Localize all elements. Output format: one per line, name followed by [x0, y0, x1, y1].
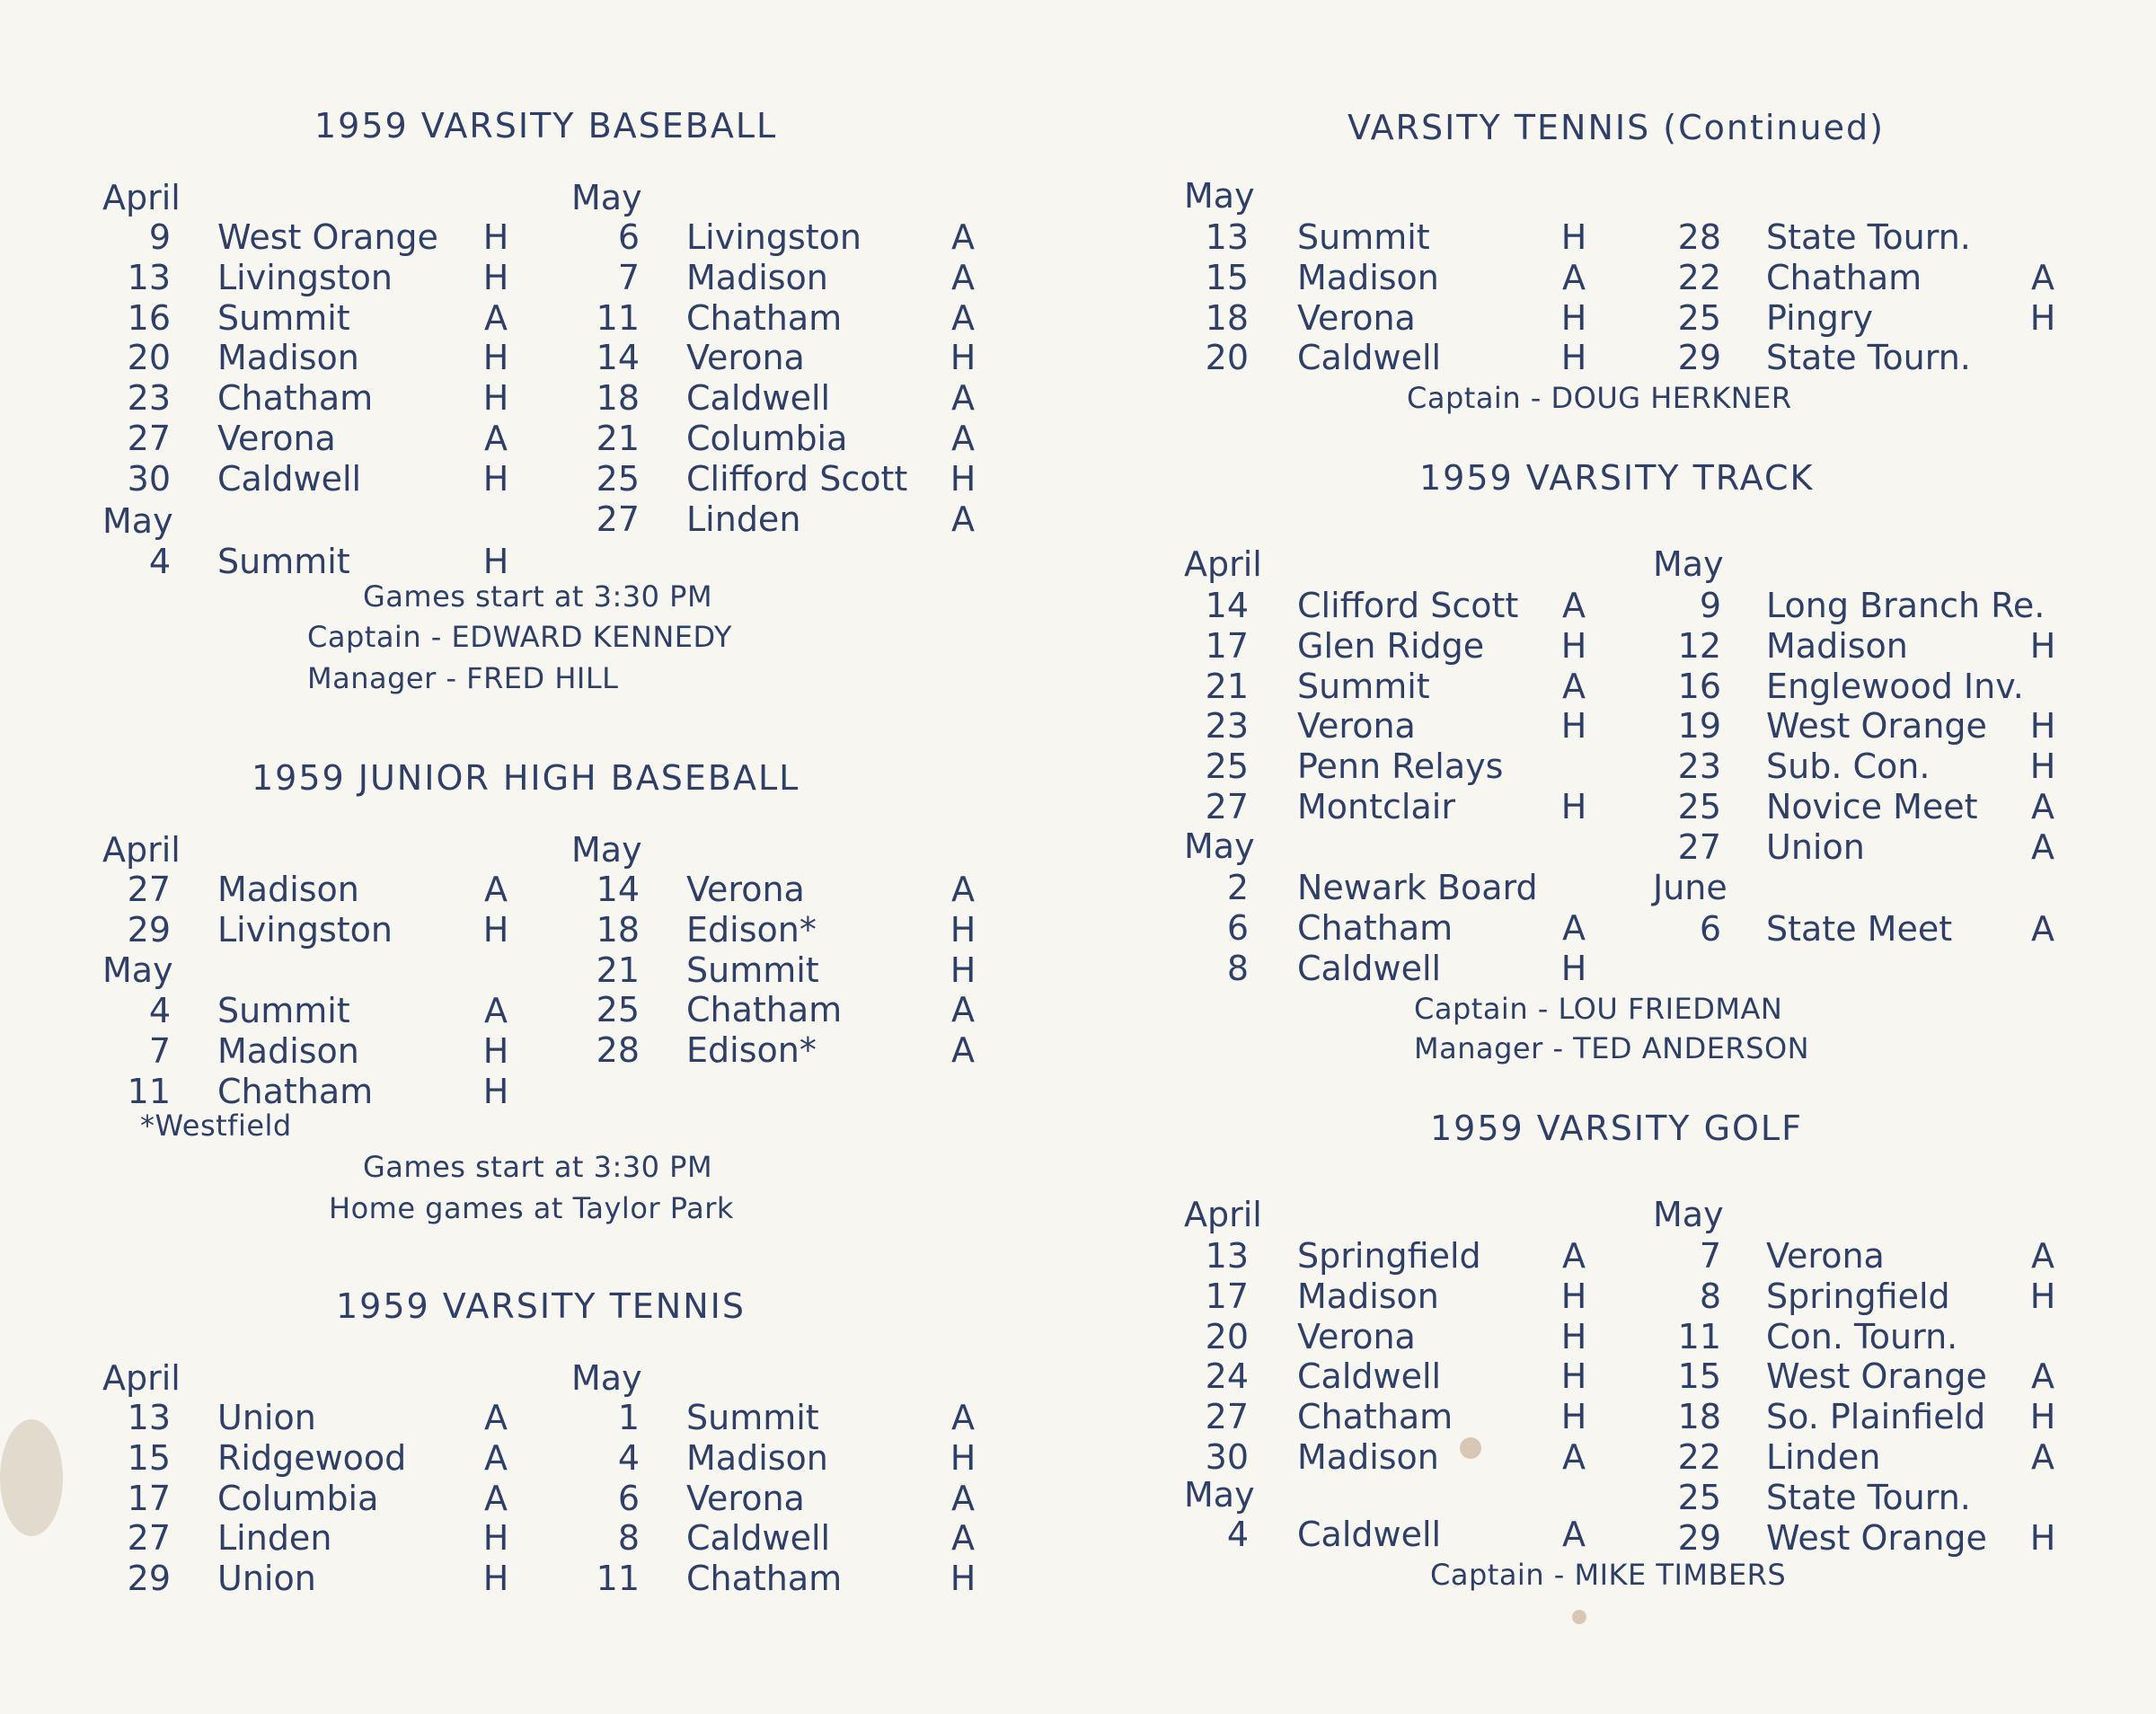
game-date: 23: [1205, 706, 1249, 747]
game-date: 27: [127, 870, 171, 909]
opponent: Union: [217, 1559, 316, 1599]
home-away: A: [2031, 1437, 2054, 1477]
opponent: Madison: [686, 1437, 828, 1478]
opponent: Linden: [686, 499, 801, 539]
opponent: Englewood Inv.: [1766, 666, 2024, 706]
home-away: A: [1562, 1515, 1586, 1554]
opponent: Newark Board: [1297, 868, 1538, 907]
game-date: 17: [127, 1478, 171, 1518]
home-away: H: [950, 458, 976, 499]
opponent: Union: [217, 1398, 316, 1437]
opponent: Edison*: [686, 1030, 817, 1071]
home-away: H: [1560, 338, 1587, 378]
opponent: Summit: [686, 950, 819, 990]
opponent: Caldwell: [1297, 1356, 1442, 1397]
opponent: West Orange: [217, 217, 438, 257]
game-date: 7: [1699, 1236, 1721, 1276]
home-away: H: [1560, 1276, 1587, 1316]
month-label: May: [102, 501, 173, 541]
game-date: 6: [617, 1478, 640, 1518]
game-date: 6: [1699, 909, 1721, 949]
opponent: Madison: [1766, 625, 1908, 666]
game-date: 29: [127, 1559, 171, 1599]
game-date: 25: [1205, 747, 1249, 787]
game-date: 21: [1205, 666, 1249, 706]
opponent: Chatham: [1766, 257, 1922, 297]
opponent: Summit: [1297, 666, 1430, 706]
game-date: 25: [1677, 1477, 1721, 1517]
home-away: H: [482, 1559, 509, 1599]
game-date: 14: [1205, 586, 1249, 625]
home-away: H: [1560, 1316, 1587, 1356]
home-away: H: [2029, 625, 2056, 666]
game-date: 9: [1699, 586, 1721, 625]
month-label: May: [1653, 1195, 1724, 1234]
game-date: 23: [1677, 747, 1721, 787]
opponent: Livingston: [217, 909, 393, 950]
game-date: 11: [127, 1071, 171, 1111]
month-label: April: [102, 1358, 181, 1398]
game-date: 28: [596, 1030, 640, 1071]
opponent: Summit: [217, 297, 350, 338]
month-label: May: [571, 1358, 642, 1398]
game-date: 15: [1677, 1356, 1721, 1397]
game-date: 27: [1205, 1397, 1249, 1437]
schedule-note: Home games at Taylor Park: [329, 1191, 734, 1225]
home-away: H: [950, 950, 976, 990]
captain-line: Captain - EDWARD KENNEDY: [307, 620, 732, 654]
opponent: Springfield: [1766, 1276, 1950, 1316]
opponent: Clifford Scott: [686, 458, 908, 499]
opponent: West Orange: [1766, 706, 1987, 747]
month-label: May: [571, 830, 642, 870]
home-away: H: [1560, 948, 1587, 988]
game-date: 27: [127, 1518, 171, 1559]
opponent: Columbia: [686, 419, 848, 458]
game-date: 29: [1677, 1517, 1721, 1558]
home-away: A: [2031, 257, 2054, 297]
month-label: May: [1184, 176, 1255, 216]
opponent: Caldwell: [1297, 1515, 1442, 1554]
opponent: Madison: [1297, 257, 1439, 297]
month-label: May: [1184, 1475, 1255, 1515]
home-away: A: [484, 1478, 508, 1518]
opponent: Verona: [217, 419, 336, 458]
game-date: 13: [127, 1398, 171, 1437]
game-date: 18: [1205, 297, 1249, 338]
opponent: State Meet: [1766, 909, 1953, 949]
opponent: Chatham: [1297, 1397, 1454, 1437]
opponent: Verona: [1297, 1316, 1416, 1356]
opponent: Clifford Scott: [1297, 586, 1519, 625]
schedule-note: Games start at 3:30 PM: [363, 1150, 713, 1184]
month-label: April: [102, 178, 181, 217]
home-away: A: [484, 1437, 508, 1478]
opponent: Columbia: [217, 1478, 379, 1518]
home-away: A: [1562, 257, 1586, 297]
game-date: 25: [596, 990, 640, 1030]
home-away: A: [1562, 1236, 1586, 1276]
home-away: A: [951, 297, 975, 338]
home-away: A: [484, 870, 508, 909]
game-date: 24: [1205, 1356, 1249, 1397]
opponent: Summit: [217, 991, 350, 1030]
opponent: Caldwell: [1297, 948, 1442, 988]
home-away: A: [951, 499, 975, 539]
home-away: H: [1560, 787, 1587, 826]
month-label: May: [1653, 544, 1724, 584]
opponent: Verona: [1766, 1236, 1885, 1276]
stain: [0, 1419, 63, 1536]
opponent: Verona: [686, 870, 805, 909]
home-away: H: [1560, 1397, 1587, 1437]
opponent: Chatham: [686, 297, 843, 338]
home-away: H: [1560, 706, 1587, 747]
game-date: 6: [1226, 907, 1249, 948]
game-date: 8: [1699, 1276, 1721, 1316]
game-date: 11: [596, 297, 640, 338]
opponent: Pingry: [1766, 297, 1873, 338]
game-date: 12: [1677, 625, 1721, 666]
home-away: H: [2029, 1397, 2056, 1437]
game-date: 29: [1677, 338, 1721, 378]
game-date: 19: [1677, 706, 1721, 747]
game-date: 7: [617, 257, 640, 297]
game-date: 22: [1677, 1437, 1721, 1477]
opponent: Sub. Con.: [1766, 747, 1931, 787]
game-date: 27: [1205, 787, 1249, 826]
opponent: Springfield: [1297, 1236, 1481, 1276]
home-away: A: [951, 419, 975, 458]
game-date: 6: [617, 217, 640, 257]
game-date: 28: [1677, 217, 1721, 257]
home-away: A: [2031, 909, 2054, 949]
captain-line: Captain - MIKE TIMBERS: [1430, 1558, 1787, 1592]
game-date: 4: [148, 991, 171, 1030]
game-date: 17: [1205, 1276, 1249, 1316]
manager-line: Manager - TED ANDERSON: [1414, 1031, 1810, 1065]
home-away: A: [1562, 586, 1586, 625]
game-date: 21: [596, 950, 640, 990]
game-date: 7: [148, 1030, 171, 1071]
opponent: Linden: [217, 1518, 332, 1559]
game-date: 20: [1205, 338, 1249, 378]
home-away: A: [2031, 787, 2054, 826]
opponent: Verona: [1297, 297, 1416, 338]
home-away: A: [484, 297, 508, 338]
game-date: 11: [1677, 1316, 1721, 1356]
opponent: West Orange: [1766, 1517, 1987, 1558]
game-date: 27: [596, 499, 640, 539]
game-date: 27: [1677, 826, 1721, 867]
opponent: Madison: [1297, 1276, 1439, 1316]
game-date: 18: [596, 909, 640, 950]
month-label: May: [102, 950, 173, 990]
home-away: H: [482, 1030, 509, 1071]
game-date: 13: [127, 257, 171, 297]
opponent: State Tourn.: [1766, 217, 1971, 257]
home-away: H: [1560, 217, 1587, 257]
home-away: H: [482, 1518, 509, 1559]
captain-line: Captain - DOUG HERKNER: [1407, 381, 1792, 415]
home-away: H: [950, 338, 976, 378]
opponent: Verona: [686, 338, 805, 378]
game-date: 4: [1226, 1515, 1249, 1554]
opponent: Caldwell: [1297, 338, 1442, 378]
opponent: Caldwell: [686, 1518, 831, 1559]
game-date: 18: [596, 378, 640, 419]
opponent: Chatham: [217, 1071, 374, 1111]
game-date: 11: [596, 1559, 640, 1599]
home-away: A: [951, 257, 975, 297]
home-away: A: [951, 1518, 975, 1559]
month-label: May: [571, 178, 642, 217]
home-away: H: [482, 458, 509, 499]
footnote: *Westfield: [140, 1109, 292, 1143]
opponent: West Orange: [1766, 1356, 1987, 1397]
opponent: Madison: [1297, 1437, 1439, 1477]
game-date: 16: [1677, 666, 1721, 706]
home-away: A: [951, 1030, 975, 1071]
home-away: H: [2029, 706, 2056, 747]
game-date: 4: [617, 1437, 640, 1478]
month-label: May: [1184, 826, 1255, 866]
opponent: State Tourn.: [1766, 338, 1971, 378]
home-away: A: [951, 1478, 975, 1518]
game-date: 21: [596, 419, 640, 458]
home-away: H: [950, 1559, 976, 1599]
game-date: 14: [596, 338, 640, 378]
game-date: 14: [596, 870, 640, 909]
home-away: H: [2029, 297, 2056, 338]
game-date: 25: [1677, 787, 1721, 826]
opponent: Montclair: [1297, 787, 1455, 826]
home-away: A: [951, 217, 975, 257]
opponent: Glen Ridge: [1297, 625, 1485, 666]
section-title: VARSITY TENNIS (Continued): [1348, 108, 1885, 147]
home-away: H: [482, 542, 509, 581]
home-away: A: [484, 991, 508, 1030]
opponent: Penn Relays: [1297, 747, 1504, 787]
section-title: 1959 JUNIOR HIGH BASEBALL: [252, 758, 800, 798]
opponent: Chatham: [1297, 907, 1454, 948]
home-away: A: [951, 1398, 975, 1437]
home-away: A: [2031, 1356, 2054, 1397]
game-date: 25: [1677, 297, 1721, 338]
opponent: Livingston: [686, 217, 862, 257]
opponent: Caldwell: [217, 458, 362, 499]
month-label: April: [102, 830, 181, 870]
opponent: Chatham: [686, 990, 843, 1030]
game-date: 2: [1226, 868, 1249, 907]
opponent: Livingston: [217, 257, 393, 297]
home-away: H: [482, 217, 509, 257]
section-title: 1959 VARSITY TRACK: [1419, 458, 1815, 498]
home-away: A: [951, 870, 975, 909]
game-date: 20: [1205, 1316, 1249, 1356]
home-away: A: [951, 990, 975, 1030]
stain: [1572, 1610, 1586, 1624]
month-label: April: [1184, 544, 1262, 584]
opponent: State Tourn.: [1766, 1477, 1971, 1517]
opponent: Summit: [686, 1398, 819, 1437]
home-away: H: [2029, 747, 2056, 787]
home-away: A: [1562, 907, 1586, 948]
opponent: Chatham: [217, 378, 374, 419]
section-title: 1959 VARSITY GOLF: [1430, 1109, 1803, 1148]
game-date: 13: [1205, 217, 1249, 257]
opponent: Caldwell: [686, 378, 831, 419]
home-away: H: [482, 909, 509, 950]
game-date: 23: [127, 378, 171, 419]
stain: [1460, 1437, 1481, 1459]
opponent: Chatham: [686, 1559, 843, 1599]
home-away: A: [2031, 1236, 2054, 1276]
home-away: A: [2031, 826, 2054, 867]
home-away: H: [950, 1437, 976, 1478]
opponent: Edison*: [686, 909, 817, 950]
opponent: Summit: [1297, 217, 1430, 257]
home-away: A: [484, 1398, 508, 1437]
home-away: H: [1560, 297, 1587, 338]
opponent: Ridgewood: [217, 1437, 407, 1478]
home-away: H: [1560, 625, 1587, 666]
game-date: 17: [1205, 625, 1249, 666]
home-away: A: [1562, 666, 1586, 706]
game-date: 8: [1226, 948, 1249, 988]
home-away: A: [951, 378, 975, 419]
section-title: 1959 VARSITY BASEBALL: [314, 106, 778, 146]
game-date: 20: [127, 338, 171, 378]
game-date: 15: [127, 1437, 171, 1478]
game-date: 30: [1205, 1437, 1249, 1477]
schedule-note: Games start at 3:30 PM: [363, 579, 713, 614]
month-label: June: [1653, 868, 1727, 907]
month-label: April: [1184, 1195, 1262, 1234]
opponent: Madison: [217, 870, 359, 909]
opponent: Union: [1766, 826, 1865, 867]
opponent: Madison: [217, 338, 359, 378]
game-date: 1: [617, 1398, 640, 1437]
captain-line: Captain - LOU FRIEDMAN: [1414, 992, 1783, 1026]
game-date: 8: [617, 1518, 640, 1559]
home-away: H: [1560, 1356, 1587, 1397]
opponent: Linden: [1766, 1437, 1881, 1477]
opponent: So. Plainfield: [1766, 1397, 1986, 1437]
game-date: 15: [1205, 257, 1249, 297]
game-date: 4: [148, 542, 171, 581]
home-away: H: [482, 378, 509, 419]
opponent: Verona: [686, 1478, 805, 1518]
opponent: Madison: [686, 257, 828, 297]
home-away: H: [2029, 1517, 2056, 1558]
game-date: 13: [1205, 1236, 1249, 1276]
game-date: 9: [148, 217, 171, 257]
home-away: H: [950, 909, 976, 950]
opponent: Long Branch Re.: [1766, 586, 2046, 625]
game-date: 30: [127, 458, 171, 499]
game-date: 22: [1677, 257, 1721, 297]
home-away: A: [484, 419, 508, 458]
manager-line: Manager - FRED HILL: [307, 661, 619, 695]
game-date: 16: [127, 297, 171, 338]
home-away: H: [482, 257, 509, 297]
game-date: 29: [127, 909, 171, 950]
game-date: 18: [1677, 1397, 1721, 1437]
home-away: A: [1562, 1437, 1586, 1477]
opponent: Summit: [217, 542, 350, 581]
opponent: Novice Meet: [1766, 787, 1978, 826]
section-title: 1959 VARSITY TENNIS: [336, 1286, 746, 1326]
game-date: 25: [596, 458, 640, 499]
opponent: Con. Tourn.: [1766, 1316, 1958, 1356]
home-away: H: [2029, 1276, 2056, 1316]
home-away: H: [482, 338, 509, 378]
home-away: H: [482, 1071, 509, 1111]
opponent: Verona: [1297, 706, 1416, 747]
game-date: 27: [127, 419, 171, 458]
opponent: Madison: [217, 1030, 359, 1071]
